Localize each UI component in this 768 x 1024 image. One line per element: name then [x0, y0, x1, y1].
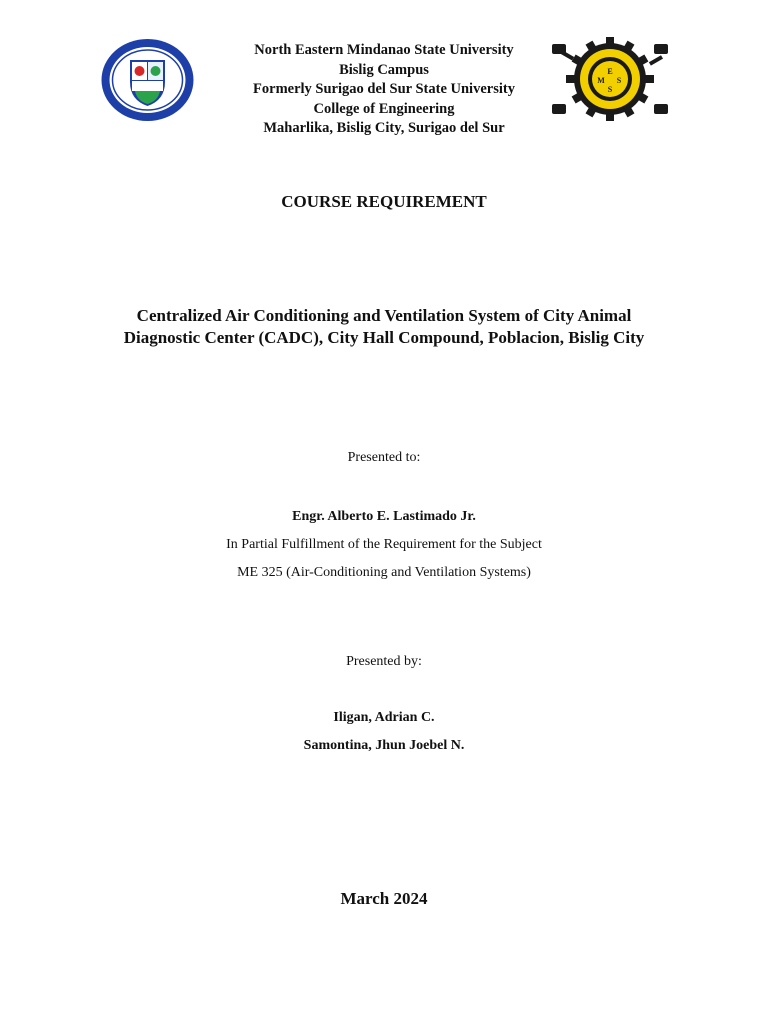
svg-text:E: E	[607, 67, 613, 76]
campus-address: Maharlika, Bislig City, Surigao del Sur	[263, 120, 505, 136]
project-title-line-1: Centralized Air Conditioning and Ventilation System of City Animal	[136, 306, 632, 325]
presented-by-label: Presented by:	[346, 654, 422, 669]
author-name: Samontina, Jhun Joebel N.	[303, 738, 465, 753]
svg-text:S: S	[616, 76, 622, 85]
svg-text:M: M	[597, 76, 605, 85]
institution-header	[0, 41, 768, 139]
university-name: North Eastern Mindanao State University	[254, 42, 514, 58]
fulfillment-statement: In Partial Fulfillment of the Requirement for the Subject	[226, 537, 542, 552]
subject-name: ME 325 (Air-Conditioning and Ventilation Systems)	[237, 565, 531, 580]
submission-date: March 2024	[340, 889, 428, 908]
svg-text:S: S	[607, 85, 613, 94]
project-title	[0, 305, 768, 349]
presented-to-label: Presented to:	[347, 450, 421, 465]
college-name: College of Engineering	[313, 100, 455, 117]
project-title-line-2: Diagnostic Center (CADC), City Hall Compound, Poblacion, Bislig City	[123, 328, 645, 347]
adviser-name: Engr. Alberto E. Lastimado Jr.	[292, 509, 476, 524]
former-name: Formerly Surigao del Sur State University	[253, 81, 515, 97]
campus-name: Bislig Campus	[339, 61, 429, 78]
document-type-heading: COURSE REQUIREMENT	[281, 192, 487, 211]
author-name: Iligan, Adrian C.	[333, 710, 435, 725]
